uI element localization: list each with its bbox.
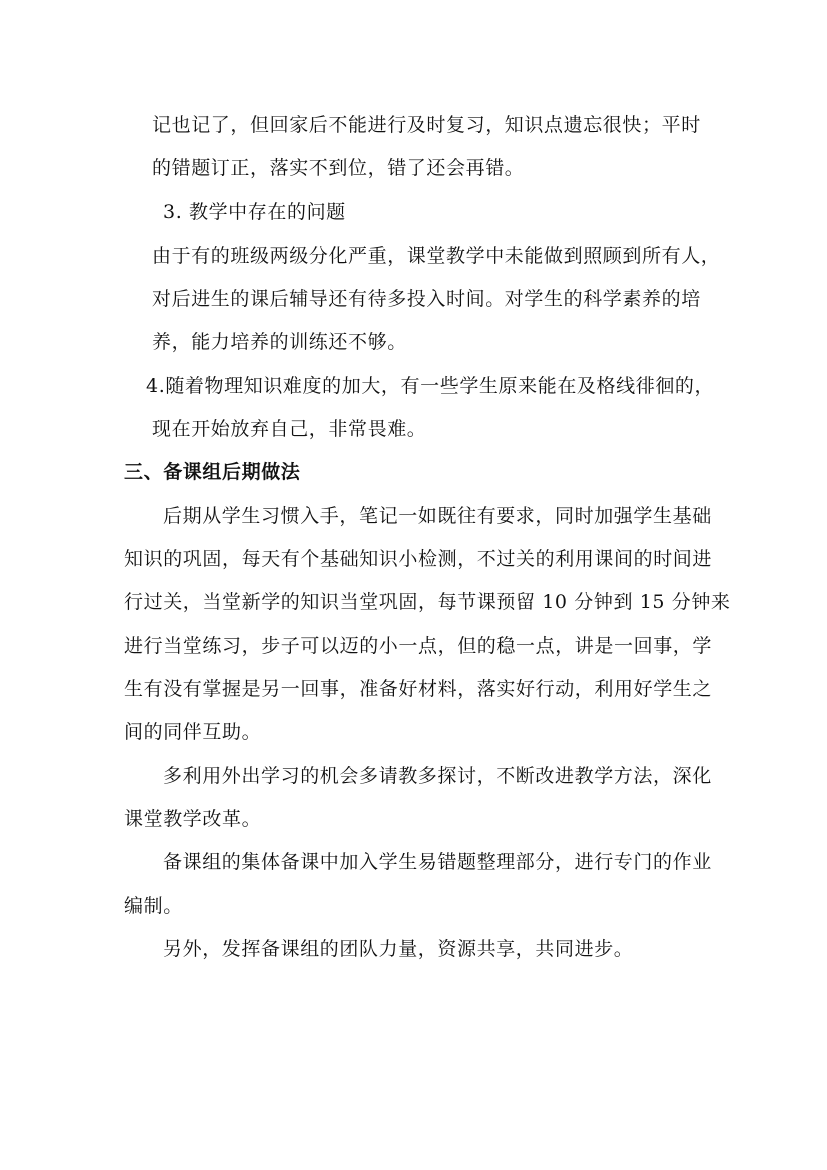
text-line: 的错题订正，落实不到位，错了还会再错。 — [152, 157, 525, 179]
text-line: 养，能力培养的训练还不够。 — [152, 331, 407, 353]
paragraph-line: 备课组的集体备课中加入学生易错题整理部分，进行专门的作业 — [163, 851, 712, 873]
paragraph-line: 进行当堂练习，步子可以迈的小一点，但的稳一点，讲是一回事，学 — [124, 635, 713, 657]
paragraph-line: 另外，发挥备课组的团队力量，资源共享，共同进步。 — [163, 938, 634, 960]
paragraph-line: 行过关，当堂新学的知识当堂巩固，每节课预留 10 分钟到 15 分钟来 — [124, 591, 731, 613]
paragraph-line: 编制。 — [124, 895, 183, 917]
paragraph-line: 知识的巩固，每天有个基础知识小检测，不过关的利用课间的时间进 — [124, 548, 713, 570]
item-3-title: 3. 教学中存在的问题 — [163, 201, 346, 223]
paragraph-line: 课堂教学改革。 — [124, 808, 262, 830]
text-line: 现在开始放弃自己，非常畏难。 — [152, 418, 427, 440]
paragraph-line: 多利用外出学习的机会多请教多探讨，不断改进教学方法，深化 — [163, 765, 712, 787]
paragraph-line: 间的同伴互助。 — [124, 721, 262, 743]
text-line: 由于有的班级两级分化严重，课堂教学中未能做到照顾到所有人， — [152, 245, 721, 267]
item-4-line: 4.随着物理知识难度的加大，有一些学生原来能在及格线徘徊的， — [146, 375, 715, 397]
text-line: 对后进生的课后辅导还有待多投入时间。对学生的科学素养的培 — [152, 288, 701, 310]
section-heading: 三、备课组后期做法 — [124, 461, 301, 483]
paragraph-line: 后期从学生习惯入手，笔记一如既往有要求，同时加强学生基础 — [163, 505, 712, 527]
paragraph-line: 生有没有掌握是另一回事，准备好材料，落实好行动，利用好学生之 — [124, 678, 713, 700]
text-line: 记也记了，但回家后不能进行及时复习，知识点遗忘很快；平时 — [152, 114, 701, 136]
